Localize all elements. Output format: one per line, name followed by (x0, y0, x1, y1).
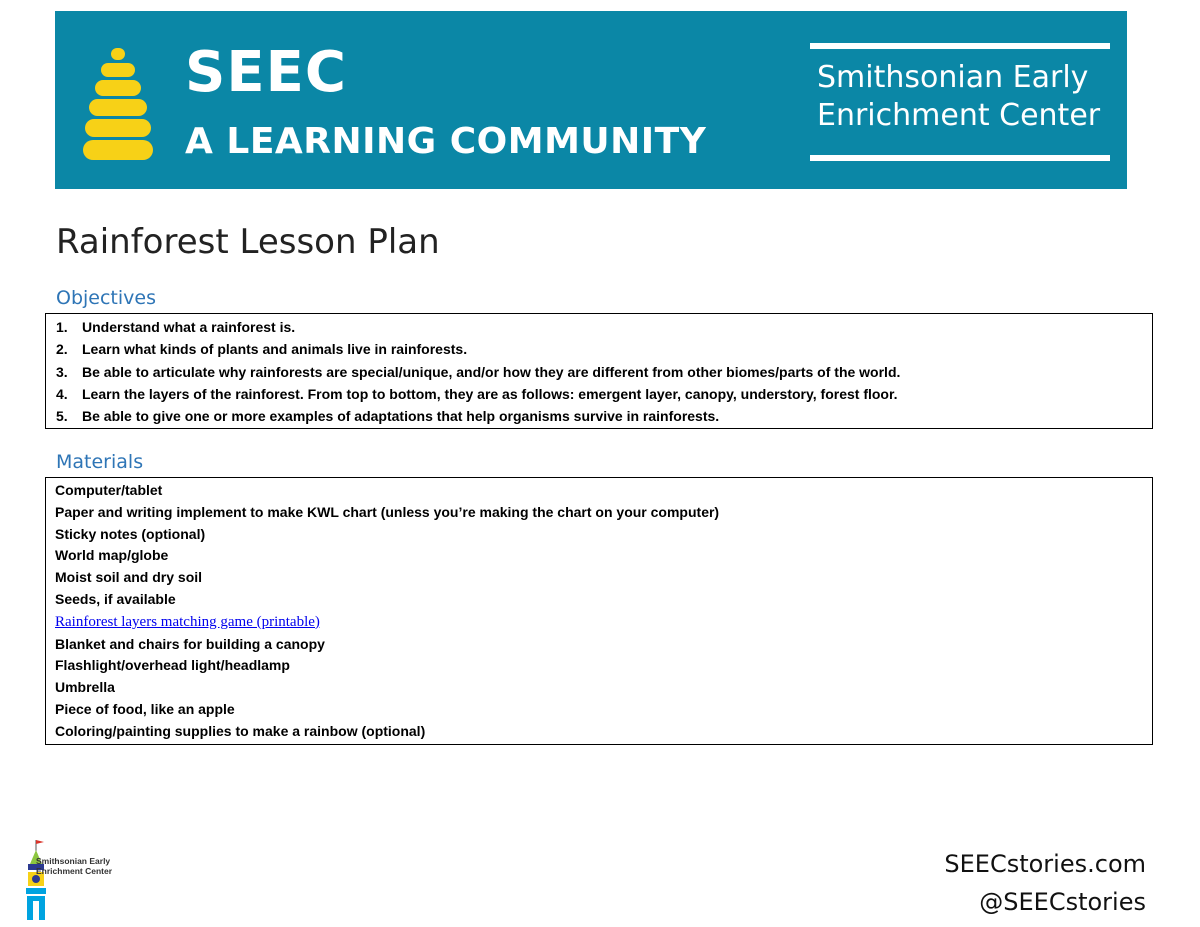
banner-rule-top (810, 43, 1110, 49)
material-item: Sticky notes (optional) (55, 525, 206, 542)
footer-logo-text (36, 856, 146, 876)
ring-stacker-icon (83, 48, 153, 160)
objective-item (56, 405, 1152, 427)
material-item: Umbrella (55, 679, 115, 696)
footer-website: SEECstories.com (944, 850, 1146, 878)
smithsonian-org-name: Smithsonian Early Enrichment Center (817, 60, 1101, 133)
objective-text: Be able to articulate why rainforests are special/unique, and/or how they are different from other biomes/parts of the world. (82, 363, 901, 380)
objective-text: Understand what a rainforest is. (82, 319, 296, 335)
objective-text: Learn what kinds of plants and animals live in rainforests. (82, 341, 468, 358)
material-item: World map/globe (55, 547, 169, 564)
objectives-box (45, 313, 1153, 429)
objective-text: Learn the layers of the rainforest. From top to bottom, they are as follows: emergent layer, canopy, understory, forest floor. (82, 385, 898, 402)
objectives-list (46, 316, 1152, 427)
objective-text: Be able to give one or more examples of adaptations that help organisms survive in rainforests. (82, 408, 720, 425)
smithsonian-castle-icon (22, 838, 142, 922)
seec-title: SEEC (185, 40, 347, 105)
footer-logo-line2: Enrichment Center (36, 866, 113, 876)
page-title: Rainforest Lesson Plan (56, 222, 440, 262)
objective-item (56, 338, 1152, 360)
material-item: Coloring/painting supplies to make a rainbow (optional) (55, 722, 426, 739)
material-item-link (55, 611, 1152, 634)
materials-list (46, 480, 1152, 743)
objective-number: 2. (56, 341, 68, 358)
footer-handle: @SEECstories (979, 888, 1146, 916)
matching-game-link[interactable]: Rainforest layers matching game (printable) (55, 613, 320, 630)
materials-box (45, 477, 1153, 745)
material-item: Seeds, if available (55, 590, 176, 607)
footer-logo-line1: Smithsonian Early (36, 856, 111, 866)
objective-item (56, 316, 1152, 338)
objective-number: 4. (56, 385, 68, 402)
material-item: Moist soil and dry soil (55, 569, 203, 586)
banner-rule-bottom (810, 155, 1110, 161)
objective-number: 1. (56, 319, 68, 335)
objectives-heading: Objectives (56, 287, 156, 309)
objective-number: 5. (56, 408, 68, 425)
materials-heading: Materials (56, 451, 144, 473)
objective-item (56, 383, 1152, 405)
header-banner (55, 11, 1127, 189)
objective-number: 3. (56, 363, 68, 380)
material-item: Paper and writing implement to make KWL chart (unless you’re making the chart on your computer) (55, 503, 720, 520)
material-item: Computer/tablet (55, 482, 163, 498)
footer-contact (944, 845, 1146, 921)
objective-item (56, 361, 1152, 383)
material-item: Blanket and chairs for building a canopy (55, 635, 325, 652)
material-item: Flashlight/overhead light/headlamp (55, 657, 290, 674)
material-item: Piece of food, like an apple (55, 700, 235, 717)
seec-subtitle: A LEARNING COMMUNITY (185, 121, 707, 162)
